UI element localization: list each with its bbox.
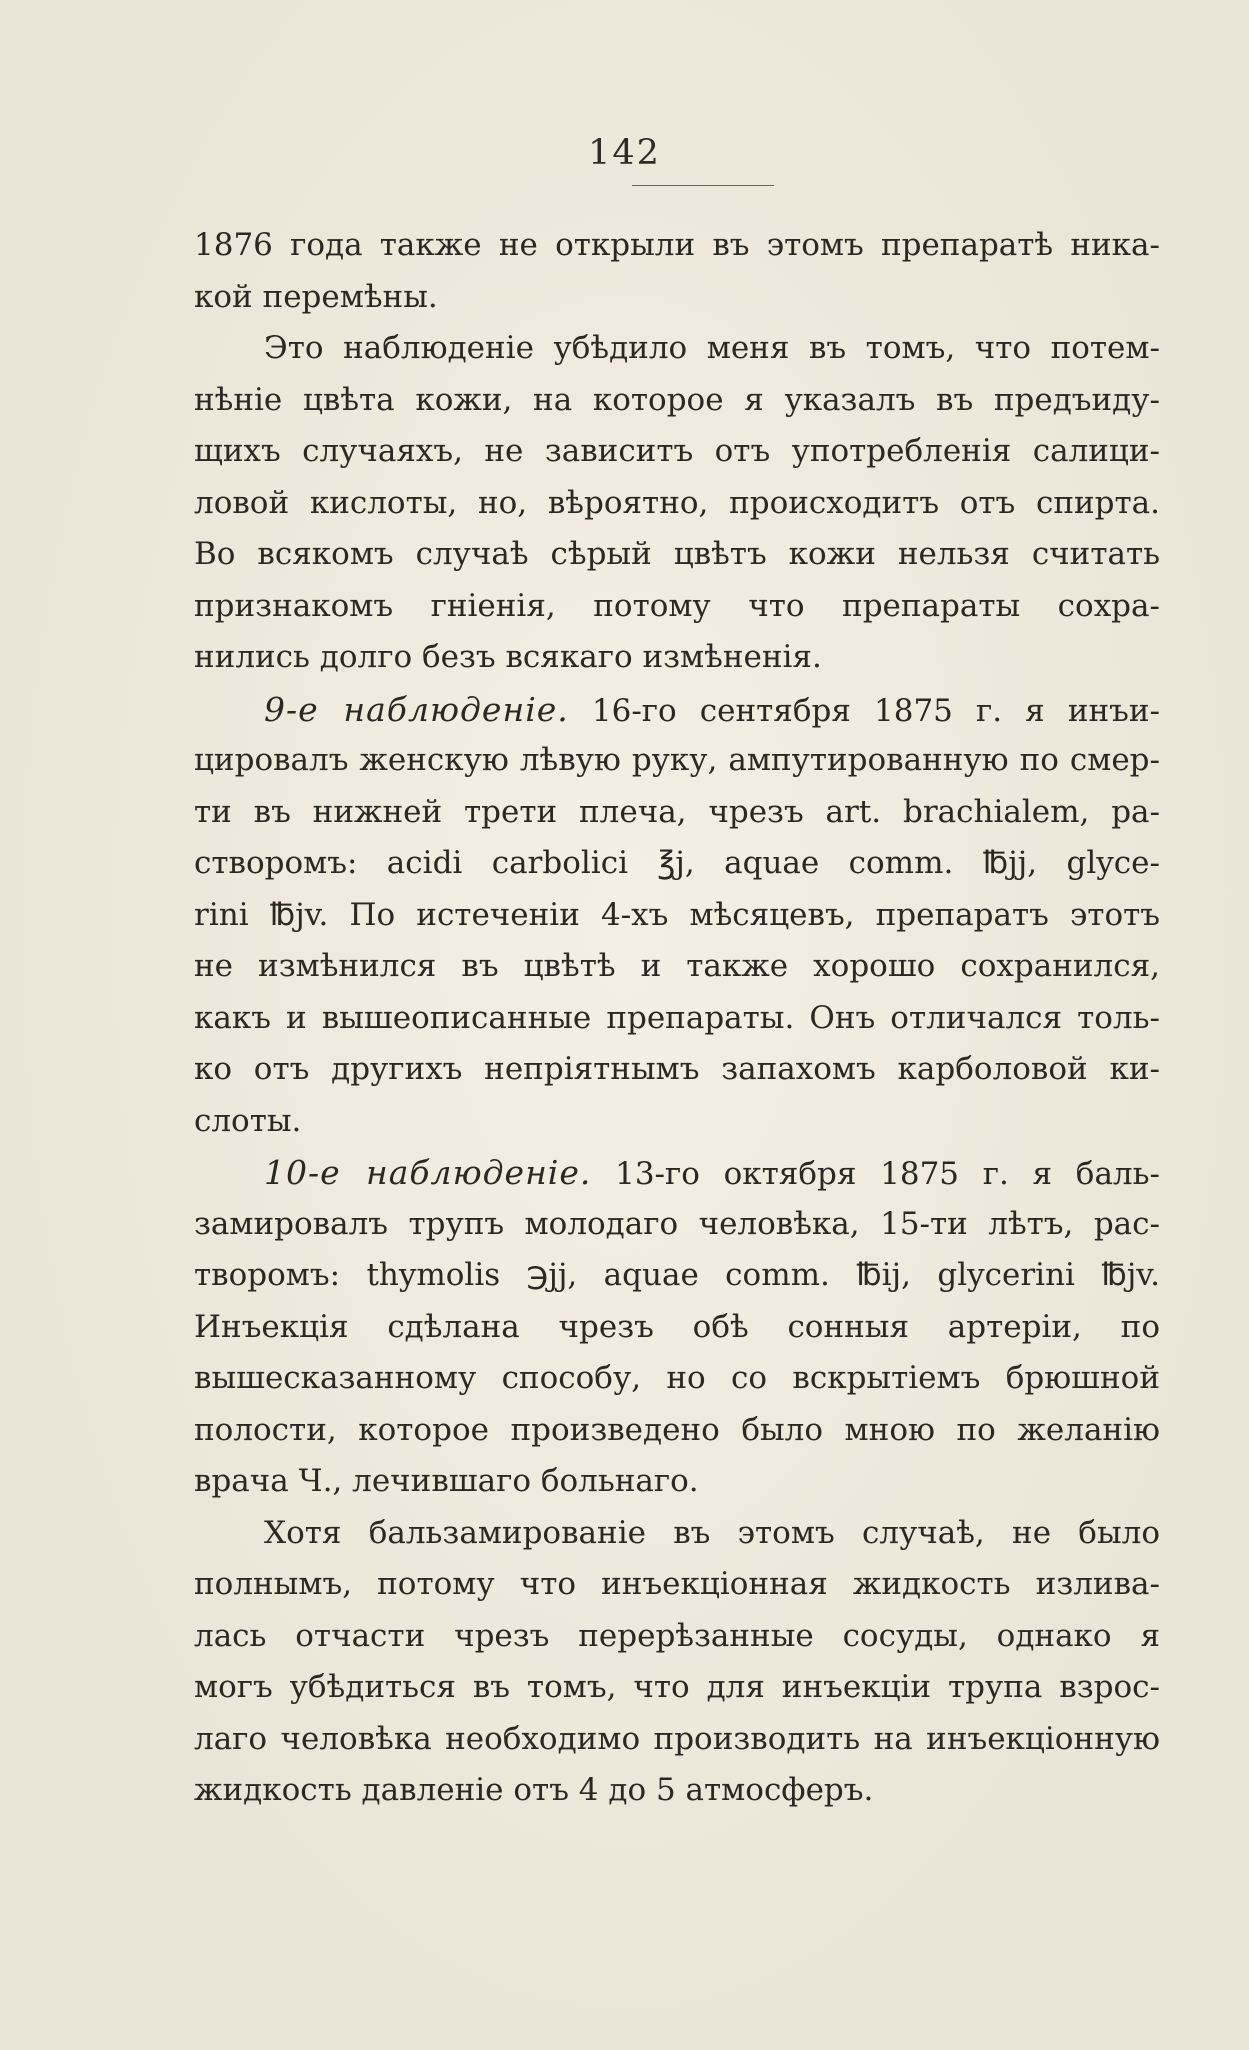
text-line <box>194 1508 1160 1560</box>
line-text: лась отчасти чрезъ перерѣзанные сосуды, однако я <box>194 1617 1160 1654</box>
text-line <box>194 478 1160 530</box>
text-line <box>194 632 1160 684</box>
observation-heading: 9-е наблюденіе. <box>264 689 569 729</box>
line-text: цировалъ женскую лѣвую руку, ампутированную по смер- <box>194 742 1160 778</box>
line-text: полости, которое произведено было мною по желанію <box>194 1411 1160 1448</box>
text-line <box>194 787 1160 839</box>
text-line <box>194 1096 1160 1148</box>
line-text: слоты. <box>194 1102 302 1139</box>
line-text: не измѣнился въ цвѣтѣ и также хорошо сохранился, <box>194 948 1160 984</box>
body-text <box>194 220 1160 1817</box>
text-line <box>194 1662 1160 1714</box>
line-text: rini ℔jv. По истеченіи 4-хъ мѣсяцевъ, препаратъ этотъ <box>194 896 1160 933</box>
line-text: какъ и вышеописанные препараты. Онъ отличался толь- <box>194 999 1160 1036</box>
line-text: 16-го сентября 1875 г. я инъи- <box>591 692 1160 729</box>
text-line <box>194 1199 1160 1251</box>
line-text: Во всякомъ случаѣ сѣрый цвѣтъ кожи нельзя считать <box>194 536 1160 572</box>
line-text: полнымъ, потому что инъекціонная жидкость излива- <box>194 1566 1160 1602</box>
line-text: нѣніе цвѣта кожи, на которое я указалъ въ предъиду- <box>194 381 1160 418</box>
line-text: Это наблюденіе убѣдило меня въ томъ, что потем- <box>264 330 1160 366</box>
text-line <box>194 1456 1160 1508</box>
line-text: створомъ: acidi carbolici ℥j, aquae comm. ℔jj, glyce- <box>194 845 1160 881</box>
text-line <box>194 581 1160 633</box>
text-line <box>194 890 1160 942</box>
text-line <box>194 1765 1160 1817</box>
text-line <box>194 1405 1160 1457</box>
line-text: 1876 года также не открыли въ этомъ препаратѣ ника- <box>194 227 1160 263</box>
line-text: врача Ч., лечившаго больнаго. <box>194 1463 699 1499</box>
line-text: жидкость давленіе отъ 4 до 5 атмосферъ. <box>194 1772 874 1808</box>
text-line <box>194 426 1160 478</box>
line-text: Инъекція сдѣлана чрезъ обѣ сонныя артеріи, по <box>194 1308 1160 1345</box>
text-line <box>194 272 1160 324</box>
text-line <box>194 1714 1160 1766</box>
text-line <box>194 1302 1160 1354</box>
line-text: кой перемѣны. <box>194 278 438 315</box>
line-text: признакомъ гніенія, потому что препараты сохра- <box>194 587 1160 624</box>
text-line <box>194 1353 1160 1405</box>
text-line <box>194 1250 1160 1302</box>
text-line <box>194 993 1160 1045</box>
page-number: 142 <box>588 133 661 173</box>
text-line <box>194 323 1160 375</box>
text-line <box>194 838 1160 890</box>
header-rule <box>632 185 774 186</box>
line-text: замировалъ трупъ молодаго человѣка, 15-ти лѣтъ, рас- <box>194 1205 1160 1242</box>
line-text: лаго человѣка необходимо производить на инъекціонную <box>194 1720 1160 1757</box>
line-text: творомъ: thymolis ℈jj, aquae comm. ℔ij, glycerini ℔jv. <box>194 1257 1160 1293</box>
text-line <box>194 1044 1160 1096</box>
line-text: вышесказанному способу, но со вскрытіемъ брюшной <box>194 1360 1160 1396</box>
line-text: ловой кислоты, но, вѣроятно, происходитъ отъ спирта. <box>194 484 1160 521</box>
text-line <box>194 941 1160 993</box>
text-line <box>194 375 1160 427</box>
text-line <box>194 1559 1160 1611</box>
text-line <box>194 220 1160 272</box>
observation-heading: 10-е наблюденіе. <box>264 1153 592 1192</box>
text-line <box>194 684 1160 736</box>
line-text: 13-го октября 1875 г. я баль- <box>615 1156 1160 1192</box>
line-text: нились долго безъ всякаго измѣненія. <box>194 639 822 675</box>
line-text: могъ убѣдиться въ томъ, что для инъекціи трупа взрос- <box>194 1669 1160 1705</box>
line-text: щихъ случаяхъ, не зависитъ отъ употребленія салици- <box>194 433 1160 469</box>
line-text: ко отъ другихъ непріятнымъ запахомъ карболовой ки- <box>194 1051 1160 1087</box>
text-line <box>194 735 1160 787</box>
text-line <box>194 1147 1160 1199</box>
line-text: ти въ нижней трети плеча, чрезъ art. brachialem, ра- <box>194 793 1160 830</box>
text-line <box>194 1611 1160 1663</box>
text-line <box>194 529 1160 581</box>
line-text: Хотя бальзамированіе въ этомъ случаѣ, не было <box>264 1514 1160 1551</box>
